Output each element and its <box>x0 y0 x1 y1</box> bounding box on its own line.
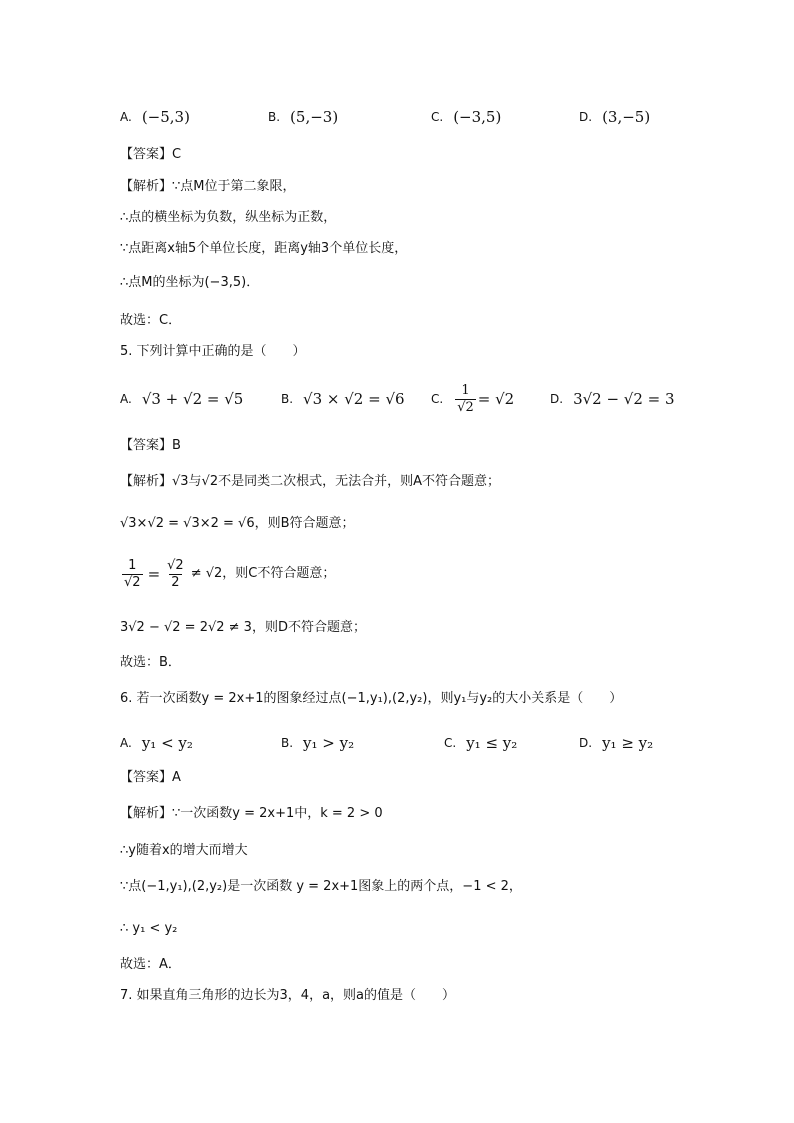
q4-analysis-line: ∵点距离x轴5个单位长度，距离y轴3个单位长度， <box>120 241 408 256</box>
option-value: y₁ < y₂ <box>141 734 193 752</box>
option-label: A. <box>120 736 132 750</box>
option-label: D. <box>579 110 593 124</box>
q6-analysis-line: ∵点(−1,y₁),(2,y₂)是一次函数 y = 2x+1图象上的两个点，−1 < 2， <box>120 879 522 894</box>
q4-option-b <box>268 104 338 130</box>
option-value: 3√2 − √2 = 3 <box>573 390 675 408</box>
q5-analysis-line: 3√2 − √2 = 2√2 ≠ 3，则D不符合题意； <box>120 620 366 635</box>
q6-options <box>120 730 720 756</box>
q5-option-c <box>431 382 515 415</box>
q6-conclusion: 故选：A． <box>120 957 181 972</box>
option-label: D. <box>550 392 564 406</box>
option-value: (−5,3) <box>141 108 190 126</box>
q6-option-b <box>281 730 354 756</box>
fraction-numerator: √2 <box>167 557 184 573</box>
q6-option-a <box>120 730 193 756</box>
q4-options <box>120 104 720 130</box>
q5-analysis-fraction-line: $\frac{1}{√2}$ = $\frac{√2}{2}$ ≠ √2，则C不符合题意； <box>124 557 336 590</box>
q5-stem: 5. 下列计算中正确的是（ ） <box>120 344 306 359</box>
option-label: C. <box>431 110 444 124</box>
fraction-denominator: 2 <box>171 574 180 590</box>
fraction-line-tail: ≠ √2，则C不符合题意； <box>190 566 336 581</box>
fraction-numerator: 1 <box>461 382 470 398</box>
q6-answer: 【答案】A <box>120 770 181 785</box>
option-label: C. <box>444 736 457 750</box>
option-label: A. <box>120 110 132 124</box>
option-label: A. <box>120 392 132 406</box>
q5-option-b <box>281 386 405 412</box>
fraction <box>122 558 143 591</box>
q6-option-c <box>444 730 517 756</box>
option-value: = √2 <box>477 390 515 408</box>
q4-option-d <box>579 104 650 130</box>
q6-option-d <box>579 730 653 756</box>
option-label: C. <box>431 392 444 406</box>
q5-option-d <box>550 386 675 412</box>
option-value: y₁ ≤ y₂ <box>466 734 518 752</box>
q4-option-c <box>431 104 501 130</box>
q7-stem: 7. 如果直角三角形的边长为3，4，a，则a的值是（ ） <box>120 988 456 1003</box>
q6-analysis-line: ∴ y₁ < y₂ <box>120 921 178 936</box>
option-value: y₁ > y₂ <box>303 734 355 752</box>
option-label: B. <box>281 736 294 750</box>
fraction-numerator: 1 <box>128 557 137 573</box>
q4-conclusion: 故选：C． <box>120 313 182 328</box>
q4-answer: 【答案】C <box>120 147 182 162</box>
q5-analysis-line: √3×√2 = √3×2 = √6，则B符合题意； <box>120 516 355 531</box>
fraction <box>455 383 476 416</box>
q6-analysis-line: 【解析】∵一次函数y = 2x+1中，k = 2 > 0 <box>120 806 383 821</box>
option-value: (−3,5) <box>453 108 502 126</box>
option-label: B. <box>281 392 294 406</box>
q6-analysis-line: ∴y随着x的增大而增大 <box>120 843 248 858</box>
option-label: D. <box>579 736 593 750</box>
q5-analysis-line: 【解析】√3与√2不是同类二次根式，无法合并，则A不符合题意； <box>120 474 501 489</box>
q4-analysis-line: ∴点的横坐标为负数，纵坐标为正数， <box>120 210 337 225</box>
q4-option-a <box>120 104 190 130</box>
option-value: √3 + √2 = √5 <box>141 390 244 408</box>
q5-answer: 【答案】B <box>120 438 181 453</box>
option-value: √3 × √2 = √6 <box>303 390 405 408</box>
fraction-denominator: √2 <box>457 399 474 415</box>
q4-analysis-line: ∴点M的坐标为(−3,5)． <box>120 275 260 290</box>
option-value: (3,−5) <box>602 108 651 126</box>
option-value: y₁ ≥ y₂ <box>602 734 654 752</box>
q6-stem: 6. 若一次函数y = 2x+1的图象经过点(−1,y₁),(2,y₂)，则y₁与y₂的大小关系是（ ） <box>120 691 623 706</box>
option-label: B. <box>268 110 281 124</box>
q4-analysis-line: 【解析】∵点M位于第二象限， <box>120 179 296 194</box>
option-value: (5,−3) <box>290 108 339 126</box>
fraction-denominator: √2 <box>124 574 141 590</box>
q5-conclusion: 故选：B． <box>120 655 181 670</box>
fraction <box>165 558 186 591</box>
q5-option-a <box>120 386 243 412</box>
q5-options <box>120 382 720 415</box>
